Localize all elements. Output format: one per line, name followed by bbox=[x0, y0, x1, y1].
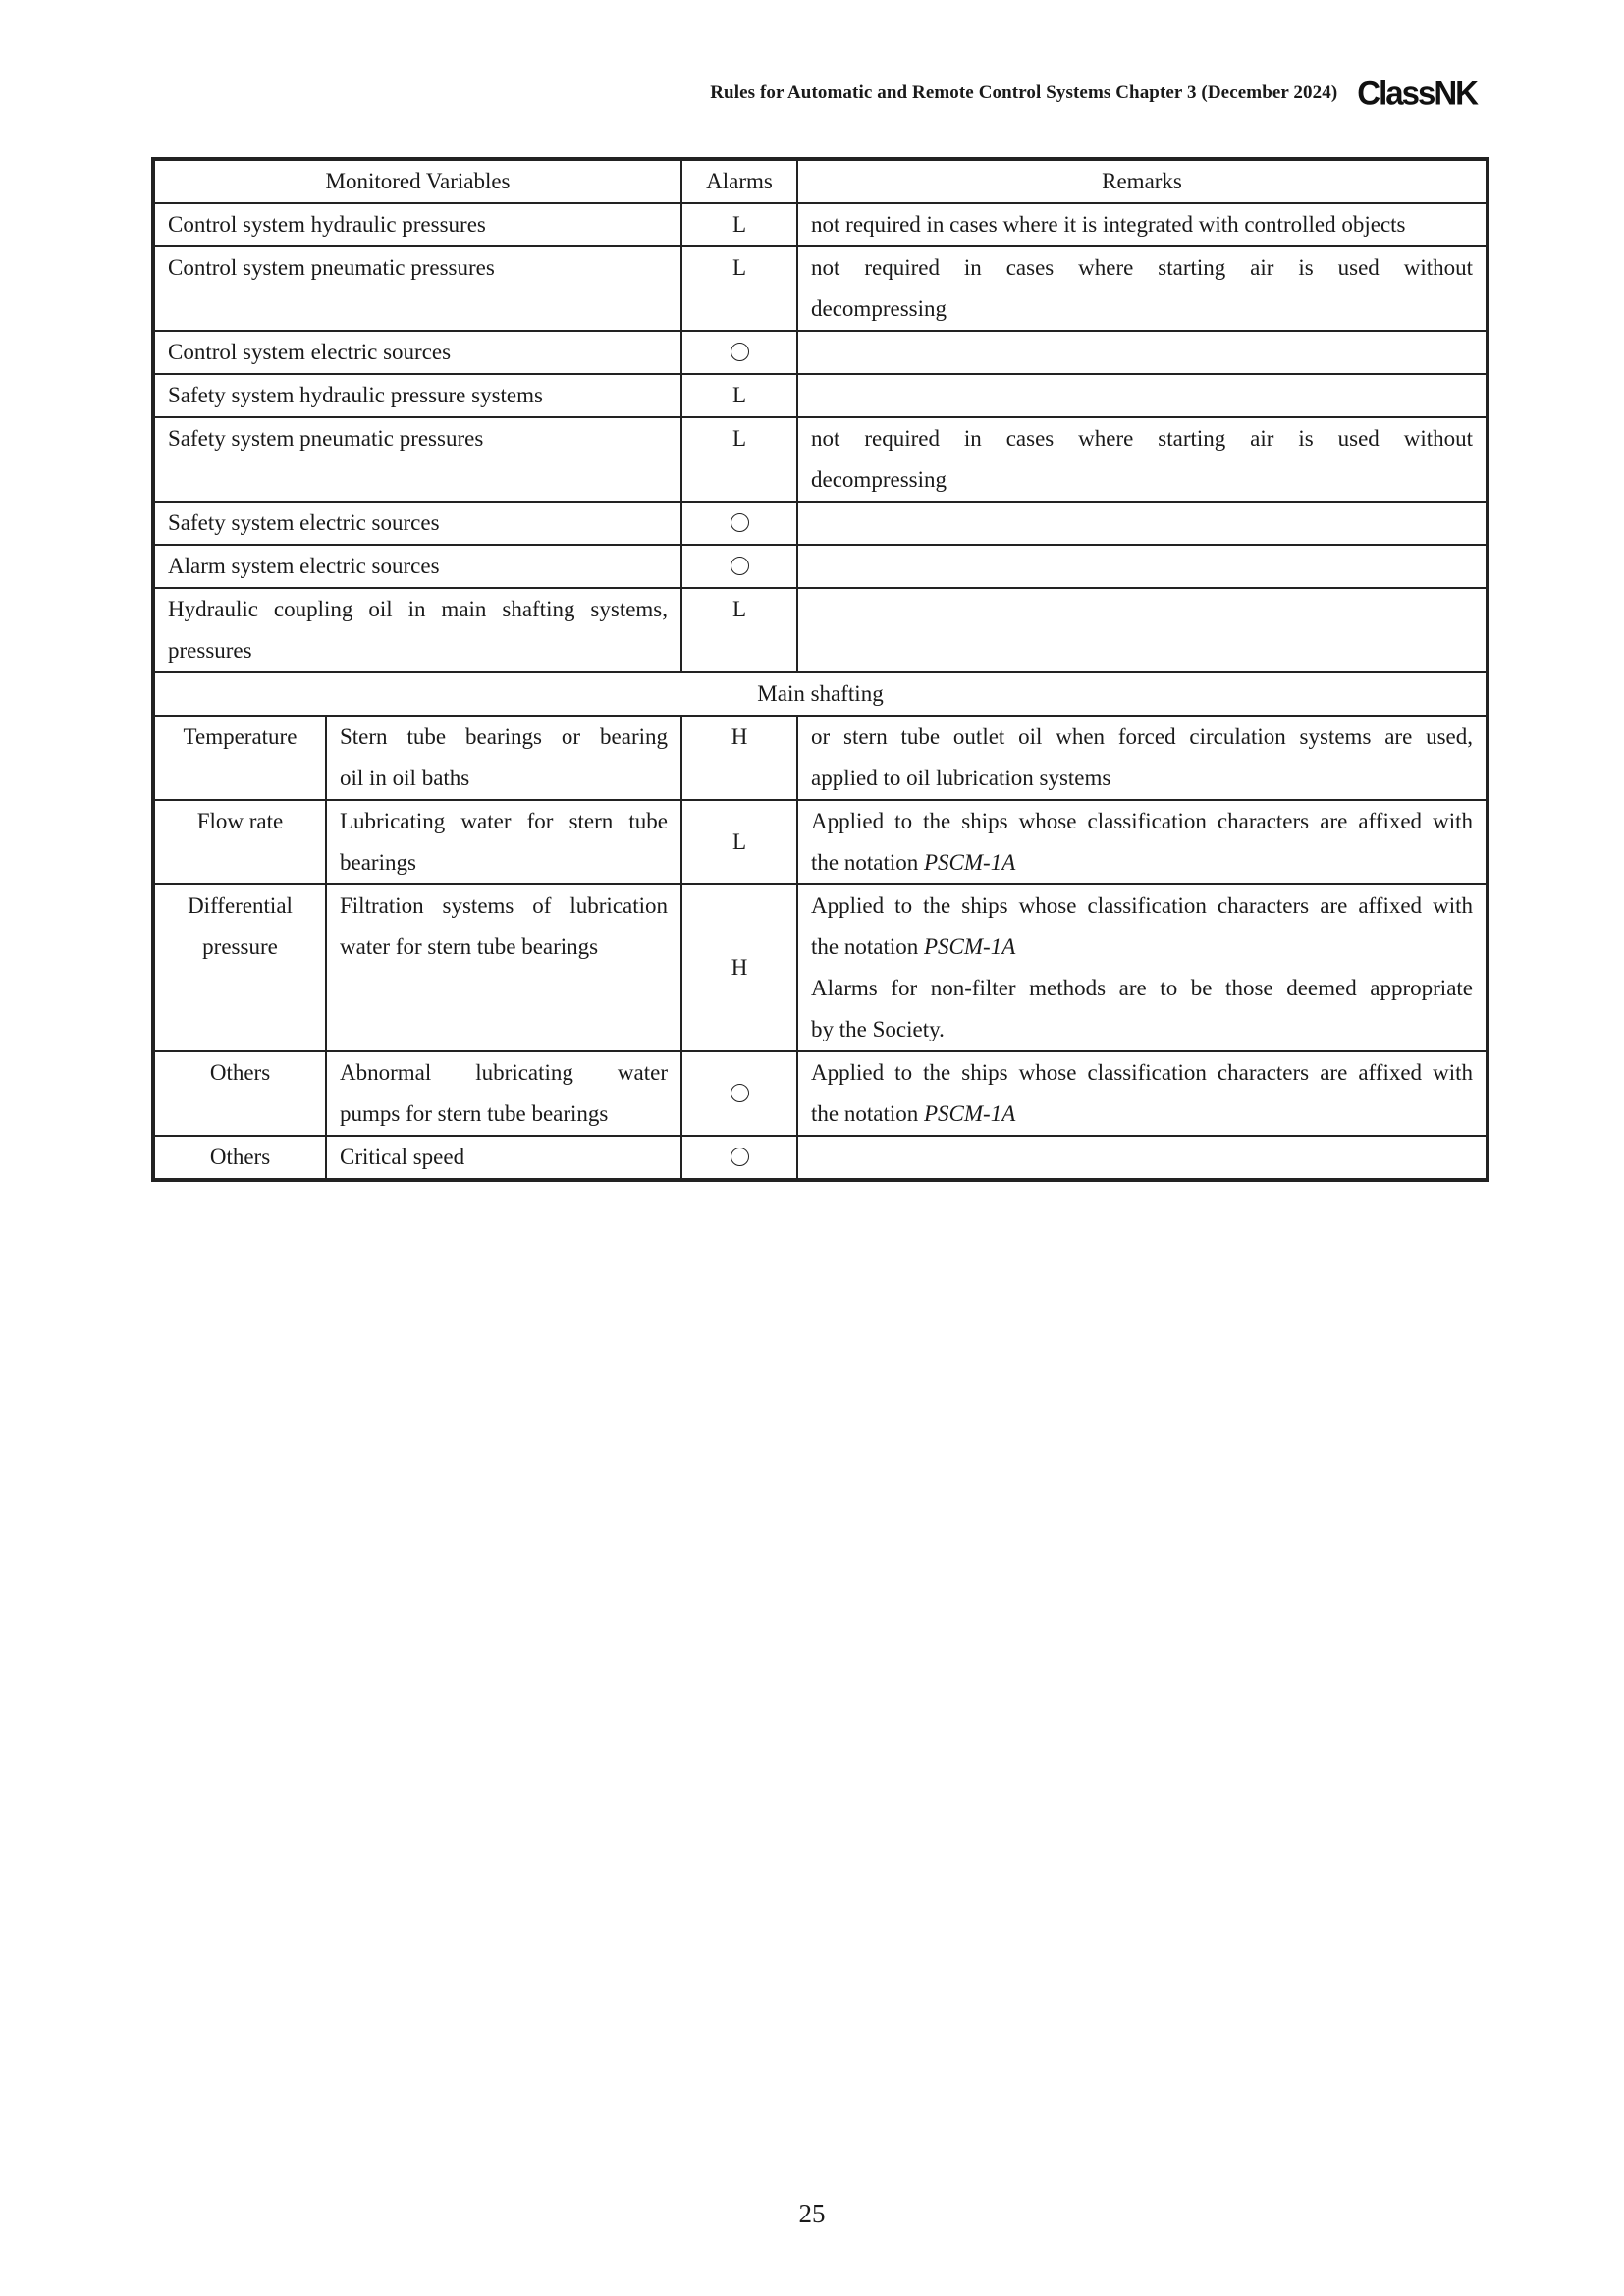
remarks-line: Applied to the ships whose classification characters are affixed with bbox=[811, 809, 1474, 833]
category-cell: Others bbox=[153, 1051, 326, 1136]
remarks-line: Applied to the ships whose classification characters are affixed with bbox=[811, 1060, 1474, 1085]
page-header bbox=[710, 75, 1477, 112]
category-cell: Temperature bbox=[153, 716, 326, 800]
alarm-cell: L bbox=[681, 246, 797, 331]
remarks-cell bbox=[797, 374, 1488, 417]
table-row bbox=[153, 203, 1488, 246]
remarks-cell bbox=[797, 417, 1488, 502]
remarks-cell: not required in cases where it is integrated with controlled objects bbox=[797, 203, 1488, 246]
header-monitored-variables: Monitored Variables bbox=[153, 159, 681, 203]
remarks-line: applied to oil lubrication systems bbox=[811, 766, 1111, 790]
table-row bbox=[153, 502, 1488, 545]
circle-mark-icon bbox=[731, 343, 749, 361]
remarks-line: Applied to the ships whose classification characters are affixed with bbox=[811, 893, 1474, 918]
alarm-cell: L bbox=[681, 203, 797, 246]
alarm-cell: L bbox=[681, 417, 797, 502]
variable-cell: Alarm system electric sources bbox=[153, 545, 681, 588]
alarm-cell bbox=[681, 1136, 797, 1180]
table-row bbox=[153, 716, 1488, 800]
remarks-line: or stern tube outlet oil when forced circulation systems are used, bbox=[811, 724, 1474, 749]
table-row bbox=[153, 246, 1488, 331]
remarks-cell bbox=[797, 246, 1488, 331]
table-row bbox=[153, 417, 1488, 502]
item-cell bbox=[326, 884, 681, 1051]
remarks-cell bbox=[797, 545, 1488, 588]
variable-cell: Safety system hydraulic pressure systems bbox=[153, 374, 681, 417]
circle-mark-icon bbox=[731, 1084, 749, 1102]
alarm-cell: L bbox=[681, 800, 797, 884]
alarm-cell: L bbox=[681, 374, 797, 417]
remarks-cell bbox=[797, 884, 1488, 1051]
alarm-cell bbox=[681, 502, 797, 545]
remarks-line bbox=[811, 1094, 1473, 1135]
remarks-cell bbox=[797, 502, 1488, 545]
item-line: bearings bbox=[340, 850, 416, 875]
section-row bbox=[153, 672, 1488, 716]
table-row bbox=[153, 374, 1488, 417]
alarm-cell: L bbox=[681, 588, 797, 672]
remarks-line: Alarms for non-filter methods are to be those deemed appropriate bbox=[811, 976, 1474, 1000]
remarks-cell bbox=[797, 1136, 1488, 1180]
item-cell bbox=[326, 716, 681, 800]
alarm-cell: H bbox=[681, 716, 797, 800]
monitored-variables-table bbox=[151, 157, 1489, 1182]
table-row bbox=[153, 1136, 1488, 1180]
header-remarks: Remarks bbox=[797, 159, 1488, 203]
remarks-line: decompressing bbox=[811, 467, 947, 492]
remarks-prefix: the notation bbox=[811, 1101, 924, 1126]
variable-cell: Control system pneumatic pressures bbox=[153, 246, 681, 331]
notation-text: PSCM-1A bbox=[924, 1101, 1016, 1126]
category-cell: Flow rate bbox=[153, 800, 326, 884]
notation-text: PSCM-1A bbox=[924, 850, 1016, 875]
remarks-cell bbox=[797, 1051, 1488, 1136]
alarm-cell: H bbox=[681, 884, 797, 1051]
document-title: Rules for Automatic and Remote Control Systems Chapter 3 (December 2024) bbox=[710, 82, 1338, 103]
alarm-cell bbox=[681, 1051, 797, 1136]
item-line: Stern tube bearings or bearing bbox=[340, 724, 669, 749]
table-row bbox=[153, 884, 1488, 1051]
remarks-line: not required in cases where starting air is used without bbox=[811, 255, 1474, 280]
remarks-prefix: the notation bbox=[811, 934, 924, 959]
circle-mark-icon bbox=[731, 513, 749, 532]
variable-cell: Control system electric sources bbox=[153, 331, 681, 374]
item-line: Lubricating water for stern tube bbox=[340, 809, 669, 833]
notation-text: PSCM-1A bbox=[924, 934, 1016, 959]
remarks-line: by the Society. bbox=[811, 1017, 945, 1041]
remarks-line bbox=[811, 842, 1473, 883]
category-cell: Others bbox=[153, 1136, 326, 1180]
table-header-row bbox=[153, 159, 1488, 203]
table-row bbox=[153, 1051, 1488, 1136]
category-line: Differential bbox=[188, 893, 293, 918]
variable-cell bbox=[153, 588, 681, 672]
circle-mark-icon bbox=[731, 1148, 749, 1166]
remarks-line bbox=[811, 927, 1473, 968]
header-alarms: Alarms bbox=[681, 159, 797, 203]
table-row bbox=[153, 331, 1488, 374]
classnk-logo: ClassNK bbox=[1357, 74, 1477, 112]
category-cell bbox=[153, 884, 326, 1051]
item-cell: Critical speed bbox=[326, 1136, 681, 1180]
variable-line: Hydraulic coupling oil in main shafting systems, bbox=[168, 597, 669, 621]
remarks-line: decompressing bbox=[811, 296, 947, 321]
variable-line: pressures bbox=[168, 638, 252, 663]
table-row bbox=[153, 588, 1488, 672]
category-line: pressure bbox=[202, 934, 278, 959]
remarks-cell bbox=[797, 331, 1488, 374]
table-row bbox=[153, 800, 1488, 884]
section-title-main-shafting: Main shafting bbox=[153, 672, 1488, 716]
item-cell bbox=[326, 1051, 681, 1136]
variable-cell: Safety system electric sources bbox=[153, 502, 681, 545]
item-line: Abnormal lubricating water bbox=[340, 1060, 669, 1085]
alarm-cell bbox=[681, 331, 797, 374]
remarks-cell bbox=[797, 716, 1488, 800]
item-line: water for stern tube bearings bbox=[340, 934, 599, 959]
page-number: 25 bbox=[798, 2199, 826, 2228]
item-line: oil in oil baths bbox=[340, 766, 470, 790]
variable-cell: Control system hydraulic pressures bbox=[153, 203, 681, 246]
item-line: pumps for stern tube bearings bbox=[340, 1101, 609, 1126]
item-cell bbox=[326, 800, 681, 884]
remarks-cell bbox=[797, 800, 1488, 884]
table-row bbox=[153, 545, 1488, 588]
remarks-prefix: the notation bbox=[811, 850, 924, 875]
remarks-line: not required in cases where starting air is used without bbox=[811, 426, 1474, 451]
variable-cell: Safety system pneumatic pressures bbox=[153, 417, 681, 502]
circle-mark-icon bbox=[731, 557, 749, 575]
item-line: Filtration systems of lubrication bbox=[340, 893, 669, 918]
alarm-cell bbox=[681, 545, 797, 588]
remarks-cell bbox=[797, 588, 1488, 672]
